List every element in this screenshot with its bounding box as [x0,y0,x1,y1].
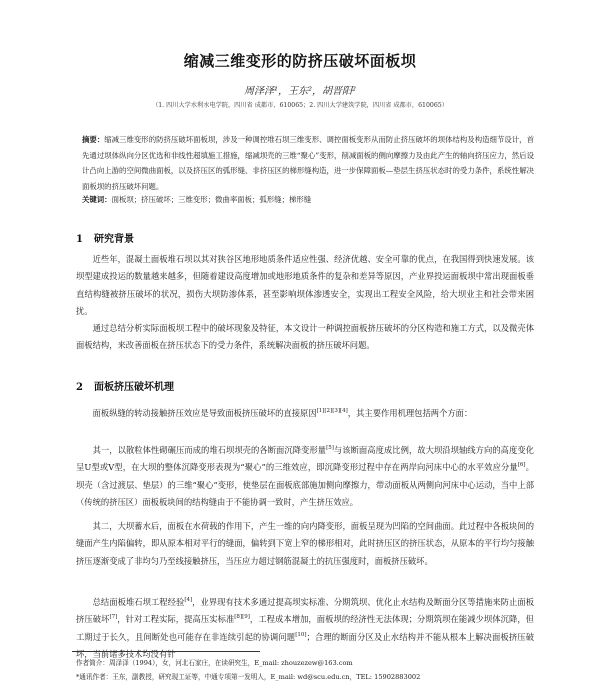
keywords-text: 面板坝；挤压破坏；三维变形；微曲率面板；弧形缝；梯形缝 [111,195,312,204]
section-1-paragraph-1: 近些年，混凝土面板堆石坝以其对狭谷区地形地质条件适应性强、经济优越、安全可靠的优点，在我国得到快速发展。该坝型建成投运的数量越来越多，但随着建设高度增加或地形地质条件的复杂和差异等原因，产业界投运面板坝中常出现面板垂直结构缝被挤压破坏的状况，损伤大坝防渗体系，甚至影响坝体渗透安全，实现出工程安全风险，给大坝业主和社会带来困扰。 [76,254,534,317]
section-2-heading [76,378,174,393]
section-2-paragraph-1 [76,405,534,422]
citation: [6] [517,462,526,469]
citation: [7] [109,614,118,621]
paragraph-text: ，工程成本增加，面板坝的经济性无法体现；分期筑坝在能减少坝体沉降，但工期过于长久，且间断处也可能存在非连续引起的协调问题 [76,614,534,642]
section-1-paragraph-2: 通过总结分析实际面板坝工程中的破坏现象及特征，本文设计一种调控面板挤压破坏的分区构造和施工方式，以及微壳体面板结构，来改善面板在挤压状态下的受力条件，系统解决面板的挤压破坏问题。 [76,323,534,351]
section-2-paragraph-2 [76,442,534,512]
paragraph-text: ，业界现有技术多通过提高坝实标准、分期筑坝、优化止水结构及断面分区等措施来防止面板挤压破坏 [76,597,534,625]
footnote-corresponding-author: *通讯作者：王东，副教授，研究现工证等，中通专项第一发明人，E_mail: wd@scu.edu.cn，TEL: 15902883002 [76,673,421,681]
paragraph-text: ，针对工程实际，提高压实标准 [117,614,235,625]
citation: [4] [184,597,193,604]
abstract-label: 摘要： [82,135,105,144]
paragraph-text: 。坝壳（含过渡层、垫层）的三维“聚心”变形，使垫层在面板底部施加侧向摩擦力，带动面板从两侧向河床中心运动，当中上部（传统的挤压区）面板板块间的结构缝由于不能协调一致时，产生挤压效应。 [76,462,534,508]
author-affiliation: （1. 四川大学水利水电学院，四川省 成都市，610065；2. 四川大学建筑学院，四川省 成都市，610065） [152,102,448,109]
abstract [82,132,534,194]
footnote-divider [72,651,260,652]
section-1-number: 1 [76,234,83,245]
paragraph-text: 其一，以散粒体性砌碾压而成的堆石坝坝壳的各断面沉降变形量 [92,445,327,455]
section-2-number: 2 [76,382,83,393]
paragraph-text: ，其主要作用机理包括两个方面： [347,408,473,418]
section-1-title: 研究背景 [94,234,134,245]
paragraph-text: 总结面板堆石坝工程经验 [92,597,185,607]
footnote-author-bio: 作者简介：周泽泽（1994），女，河北石家庄，在读研究生，E_mail: zhouzezew@163.com [76,659,353,667]
keywords-label: 关键词： [82,195,112,204]
paragraph-text: 面板纵缝的转动接触挤压效应是导致面板挤压破坏的直接原因 [92,408,317,418]
paragraph-text: 与该断面高度成比例，故大坝沿坝轴线方向的高度变化呈U型或V型，在大坝的整体沉降变形表现为“聚心”的三维效应，即沉降变形过程中存在两岸向河床中心的水平效应分量 [76,445,534,473]
author-list: 周泽泽¹，王东²，胡晋阳² [243,86,357,97]
section-1-heading [76,230,134,245]
paragraph-text: ；合理的断面分区及止水结构并不能从根本上解决面板挤压破坏，当前诸多技术均没有针 [76,631,534,660]
section-2-title: 面板挤压破坏机理 [94,382,174,393]
paper-title: 缩减三维变形的防挤压破坏面板坝 [183,52,417,70]
citation: [5] [326,445,334,452]
keywords [82,194,534,206]
section-2-paragraph-3: 其二，大坝蓄水后，面板在水荷载的作用下，产生一维的向内降变形，面板呈现为凹陷的空间曲面。此过程中各板块间的缝面产生内陷偏转，即从原本相对平行的缝面，偏转到下宽上窄的梯形相对，此时挤压区的挤压状态，从原本的平行均匀接触挤压逐渐变成了非均匀乃至线接触挤压，当压应力超过钢筋混凝土的抗压强度时，面板挤压破坏。 [76,521,534,566]
citation: [8][9] [234,614,250,621]
citation: [1][2][3][4] [316,408,348,415]
section-2-paragraph-4 [76,594,534,664]
citation: [10] [295,632,307,639]
abstract-text: 缩减三维变形的防挤压破坏面板坝，涉及一种调控堆石坝三维变形、调控面板变形从而防止挤压破坏的坝体结构及构造细节设计，首先通过坝体纵向分区优选和非线性超填施工措施，缩减坝壳的三维“聚心”变形，削减面板的侧向摩擦力及由此产生的轴向挤压应力，然后设计凸向上游的空间微曲面板，以及挤压区的弧形缝、非挤压区的梯形缝构造，进一步保障面板—垫层生挤压状态时的受力条件，系统性解决面板坝的挤压破坏问题。 [82,135,534,191]
